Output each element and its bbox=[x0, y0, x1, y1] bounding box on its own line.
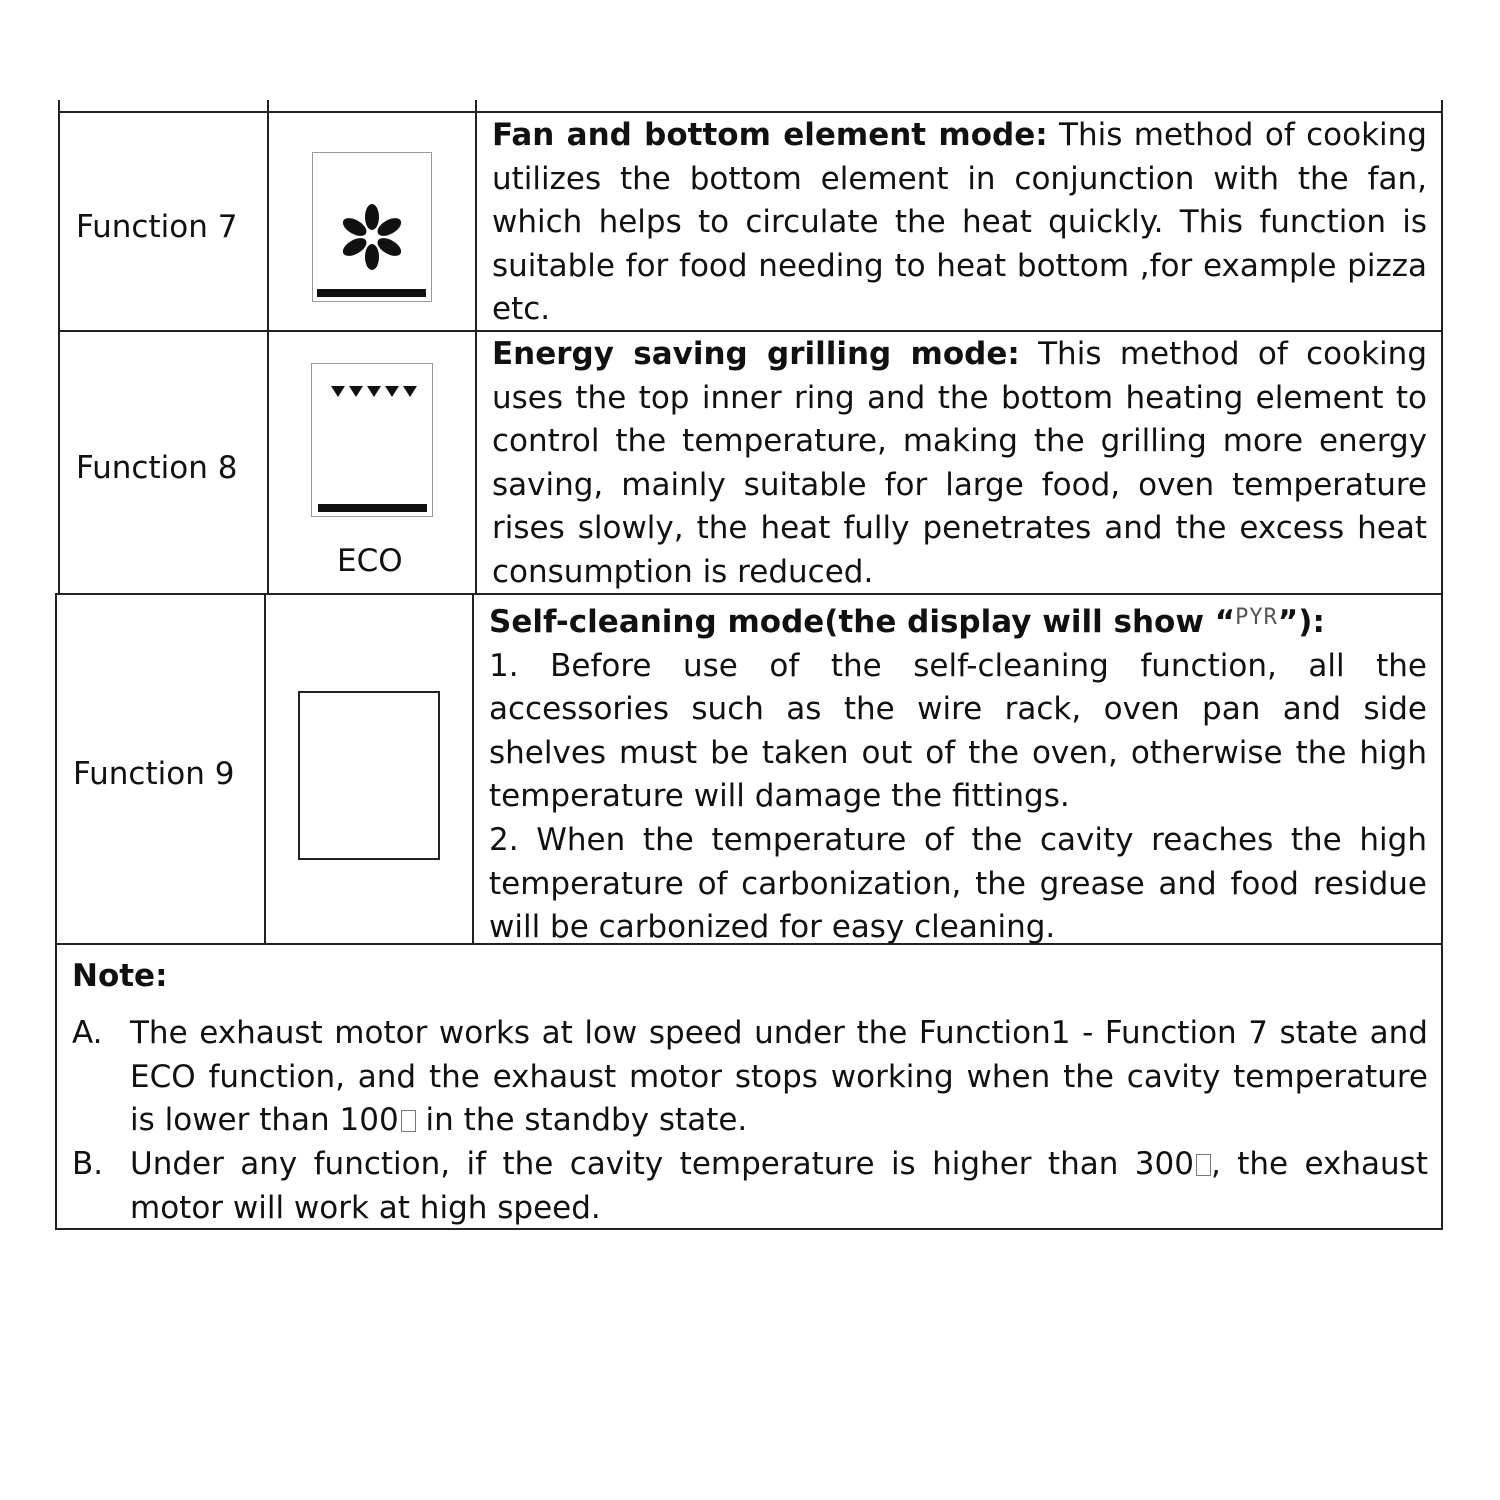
note-text-part: in the standby state. bbox=[415, 1102, 748, 1139]
note-text bbox=[130, 1143, 1428, 1230]
eco-grill-icon-svg bbox=[312, 364, 431, 515]
eco-caption: ECO bbox=[337, 543, 403, 579]
function-description bbox=[492, 114, 1427, 332]
note-title: Note: bbox=[72, 958, 168, 994]
function-title bbox=[489, 596, 1427, 645]
function-description bbox=[489, 596, 1427, 950]
function-title: Fan and bottom element mode: bbox=[492, 117, 1048, 153]
table-border-right bbox=[1441, 111, 1443, 595]
table-border-left bbox=[58, 111, 60, 595]
list-item: 2. When the temperature of the cavity reaches the high temperature of carbonization, the grease and food residue will be carbonized for easy cleaning. bbox=[489, 821, 1427, 946]
list-item: 1. Before use of the self-cleaning function, all the accessories such as the wire rack, oven pan and side shelves must be taken out of the oven, otherwise the high temperature will damage the fittings. bbox=[489, 647, 1427, 815]
table2-border-right bbox=[1441, 593, 1443, 1230]
fan-bottom-element-icon-svg bbox=[313, 153, 430, 300]
table-border-top bbox=[58, 111, 1443, 113]
table-border-col1 bbox=[267, 111, 269, 595]
note-item bbox=[72, 1143, 1428, 1230]
note-marker: A. bbox=[72, 1015, 103, 1051]
function-title-part: Self-cleaning mode(the display will show “ bbox=[489, 604, 1236, 640]
function-label: Function 9 bbox=[73, 756, 235, 792]
note-text-part: The exhaust motor works at low speed under the Function1 - Function 7 state and ECO function, and the exhaust motor stops working when the cavity temperature is lower than 100 bbox=[130, 1015, 1428, 1139]
table2-border-col1 bbox=[264, 593, 266, 944]
function-body: This method of cooking uses the top inner ring and the bottom heating element to control the temperature, making the grilling more energy saving, mainly suitable for large food, oven temperature rises slowly, the heat fully penetrates and the excess heat consumption is reduced. bbox=[492, 336, 1427, 590]
function-body: This method of cooking utilizes the bottom element in conjunction with the fan, which helps to circulate the heat quickly. This function is suitable for food needing to heat bottom ,for example pizza etc. bbox=[492, 117, 1427, 328]
degree-symbol-icon bbox=[401, 1110, 416, 1132]
degree-symbol-icon bbox=[1196, 1154, 1211, 1176]
function-title: Energy saving grilling mode: bbox=[492, 336, 1020, 372]
function-title-part: ”): bbox=[1277, 604, 1325, 640]
function-label: Function 8 bbox=[76, 450, 238, 486]
table-border-col2 bbox=[475, 111, 477, 595]
note-text bbox=[130, 1012, 1428, 1143]
note-item bbox=[72, 1012, 1428, 1143]
function-description bbox=[492, 333, 1427, 595]
function-label: Function 7 bbox=[76, 209, 238, 245]
display-code: PYR bbox=[1235, 605, 1278, 630]
note-marker: B. bbox=[72, 1146, 104, 1182]
self-cleaning-icon bbox=[298, 691, 440, 860]
note-text-part: Under any function, if the cavity temperature is higher than 300 bbox=[130, 1146, 1194, 1182]
table2-border-left bbox=[55, 593, 57, 1230]
note-text-part: , the exhaust motor will work at high speed. bbox=[130, 1146, 1428, 1226]
eco-grill-icon bbox=[311, 363, 433, 517]
fan-bottom-element-icon bbox=[312, 152, 432, 302]
table2-border-col2 bbox=[472, 593, 474, 944]
